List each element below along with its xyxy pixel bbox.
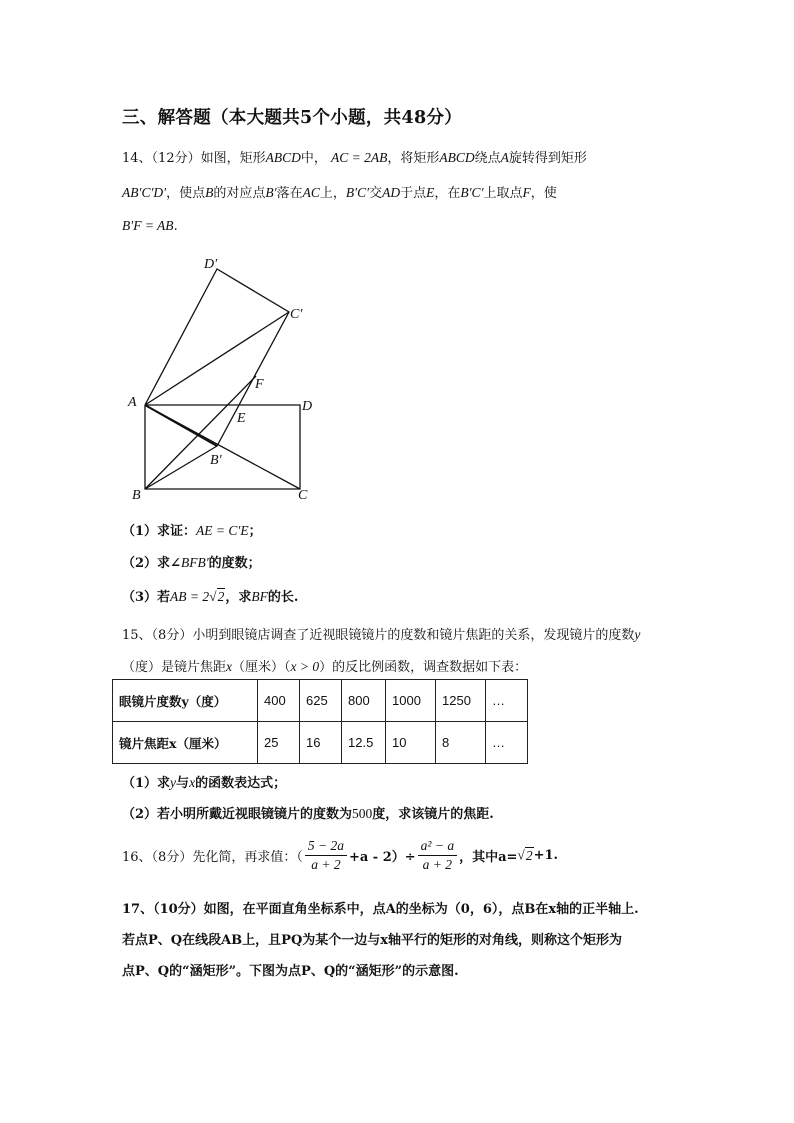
segment-bf (145, 376, 256, 489)
q14-math: AC (302, 185, 320, 200)
q14-math: BF (251, 589, 268, 604)
q14-text: 于点 (400, 186, 427, 201)
label-d1: D′ (204, 257, 218, 272)
q14-math: B′C′ (460, 185, 484, 200)
q14-text: 绕点 (474, 151, 501, 166)
q14-text: 落在 (276, 186, 303, 201)
table-row (113, 722, 528, 764)
table-cell: 12.5 (342, 722, 386, 764)
q14-math: BFB′ (180, 555, 209, 570)
q14-text: 交 (369, 186, 383, 201)
label-a: A (128, 395, 137, 410)
q14-math: F (522, 185, 531, 200)
q17-line3: 点P、Q的“涵矩形”。下图为点P、Q的“涵矩形”的示意图. (122, 964, 459, 979)
q14-text: 旋转得到矩形 (508, 151, 587, 166)
q14-text: 的长. (267, 590, 299, 605)
q14-text: （3）若 (122, 590, 171, 605)
label-c1: C′ (290, 307, 303, 322)
q15-math: x (189, 775, 196, 790)
q14-math: ABCD (265, 150, 301, 165)
q16-fraction-2 (418, 838, 457, 873)
segment-ac1 (145, 312, 289, 405)
section-title: 三、解答题（本大题共5个小题，共48分） (122, 108, 463, 128)
q14-math: B (205, 185, 214, 200)
q15-text: 与 (176, 776, 190, 791)
table-cell: 10 (386, 722, 436, 764)
q14-text: 14、（12分）如图，矩形 (122, 151, 266, 166)
table-row-header: 眼镜片度数y（度） (113, 680, 258, 722)
q15-sub2 (122, 803, 494, 822)
q15-math: 500 (352, 806, 373, 821)
q14-text: ，在 (434, 186, 461, 201)
q15-math: x (226, 659, 233, 674)
q15-text: （1）求 (122, 776, 171, 791)
q14-text: ，将矩形 (387, 151, 440, 166)
q14-text: ，使点 (166, 186, 206, 201)
q14-line2 (122, 182, 557, 201)
q14-math: AC = 2AB (331, 150, 388, 165)
q16-math: 2 (525, 847, 533, 863)
q16-text: +1. (533, 848, 559, 863)
label-b: B (132, 488, 141, 503)
q14-math: AB = 2 (170, 589, 210, 604)
q15-text: 度，求该镜片的焦距. (372, 807, 494, 822)
q16-frac2-num: a² − a (418, 838, 457, 856)
table-cell: 8 (436, 722, 486, 764)
q14-math: E (426, 185, 435, 200)
q15-text: （厘米）（ (232, 660, 291, 675)
q14-text: ，求 (225, 590, 252, 605)
table-row (113, 680, 528, 722)
q15-text: ）的反比例函数，调查数据如下表： (319, 660, 528, 675)
table-cell: 16 (300, 722, 342, 764)
label-d: D (302, 399, 313, 414)
q14-math: B′ (265, 185, 277, 200)
q14-text: ，使 (530, 186, 557, 201)
q14-math: A (500, 150, 509, 165)
q14-text: 中， (300, 151, 327, 166)
q14-math: 2 (217, 589, 225, 604)
label-e: E (237, 411, 246, 426)
table-cell: 800 (342, 680, 386, 722)
q15-line1 (122, 624, 640, 643)
table-cell: … (486, 680, 528, 722)
table-cell: … (486, 722, 528, 764)
q15-line2 (122, 656, 527, 675)
q15-text: 的函数表达式； (195, 776, 287, 791)
q15-math: y (170, 775, 177, 790)
table-cell: 25 (258, 722, 300, 764)
q14-text: （2）求∠ (122, 556, 181, 571)
q16-line: 16、（8分）先化简，再求值：（ $\frac{5 - 2a}{a + 2}$ +a - 2）÷ $\frac{\text{a² − a}}{a + 2}$ ，其中a=√2+1. (122, 838, 559, 872)
q16-fraction-1 (305, 838, 347, 873)
q17-line2: 若点P、Q在线段AB上，且PQ为某个一边与x轴平行的矩形的对角线，则称这个矩形为 (122, 933, 623, 948)
q14-text: ； (248, 524, 262, 539)
q16-frac1-den: a + 2 (311, 857, 341, 872)
q16-text: 16、（8分）先化简，再求值：（ (122, 850, 303, 865)
q14-text: 上， (319, 186, 346, 201)
q14-math: B′C′ (345, 185, 370, 200)
q14-math: AB′C′D′ (122, 185, 167, 200)
label-b1: B′ (210, 453, 222, 468)
q15-text: 15、（8分）小明到眼镜店调查了近视眼镜镜片的度数和镜片焦距的关系，发现镜片的度数 (122, 628, 635, 643)
q15-text: （2）若小明所戴近视眼镜镜片的度数为 (122, 807, 353, 822)
q14-text: 上取点 (483, 186, 523, 201)
q14-text: （1）求证： (122, 524, 197, 539)
q17-line1: 17、（10分）如图，在平面直角坐标系中，点A的坐标为（0，6），点B在x轴的正半轴上. (122, 902, 639, 917)
table-row-header: 镜片焦距x（厘米） (113, 722, 258, 764)
data-table (112, 679, 528, 764)
q16-frac2-den: a + 2 (422, 857, 453, 872)
q14-math: B′F = AB (122, 218, 174, 233)
q14-sub1 (122, 520, 262, 539)
q14-sub2 (122, 552, 261, 571)
q14-math: AD (382, 185, 401, 200)
q15-sub1 (122, 772, 286, 791)
table-cell: 400 (258, 680, 300, 722)
table-cell: 1250 (436, 680, 486, 722)
q14-text: 的对应点 (213, 186, 266, 201)
table-cell: 625 (300, 680, 342, 722)
geometry-figure (120, 250, 330, 505)
q15-math: y (634, 627, 641, 642)
segment-ab1 (145, 405, 217, 446)
q15-text: （度）是镜片焦距 (122, 660, 227, 675)
q14-line3 (122, 218, 178, 234)
q14-math: AE = C′E (196, 523, 249, 538)
q14-text: . (173, 219, 178, 234)
q14-math: ABCD (439, 150, 475, 165)
label-c: C (298, 488, 308, 503)
table-cell: 1000 (386, 680, 436, 722)
q16-text: +a - 2）÷ (348, 850, 416, 865)
q16-frac1-num: 5 − 2a (305, 838, 347, 856)
q14-text: 的度数； (208, 556, 261, 571)
q14-sub3: （3）若AB = 2√2，求BF的长. (122, 589, 299, 605)
q14-line1 (122, 147, 587, 166)
rectangle-ab1c1d1 (145, 269, 289, 446)
q16-text: ，其中a= (459, 850, 518, 865)
q15-math: x > 0 (290, 659, 320, 674)
label-f: F (255, 377, 264, 392)
